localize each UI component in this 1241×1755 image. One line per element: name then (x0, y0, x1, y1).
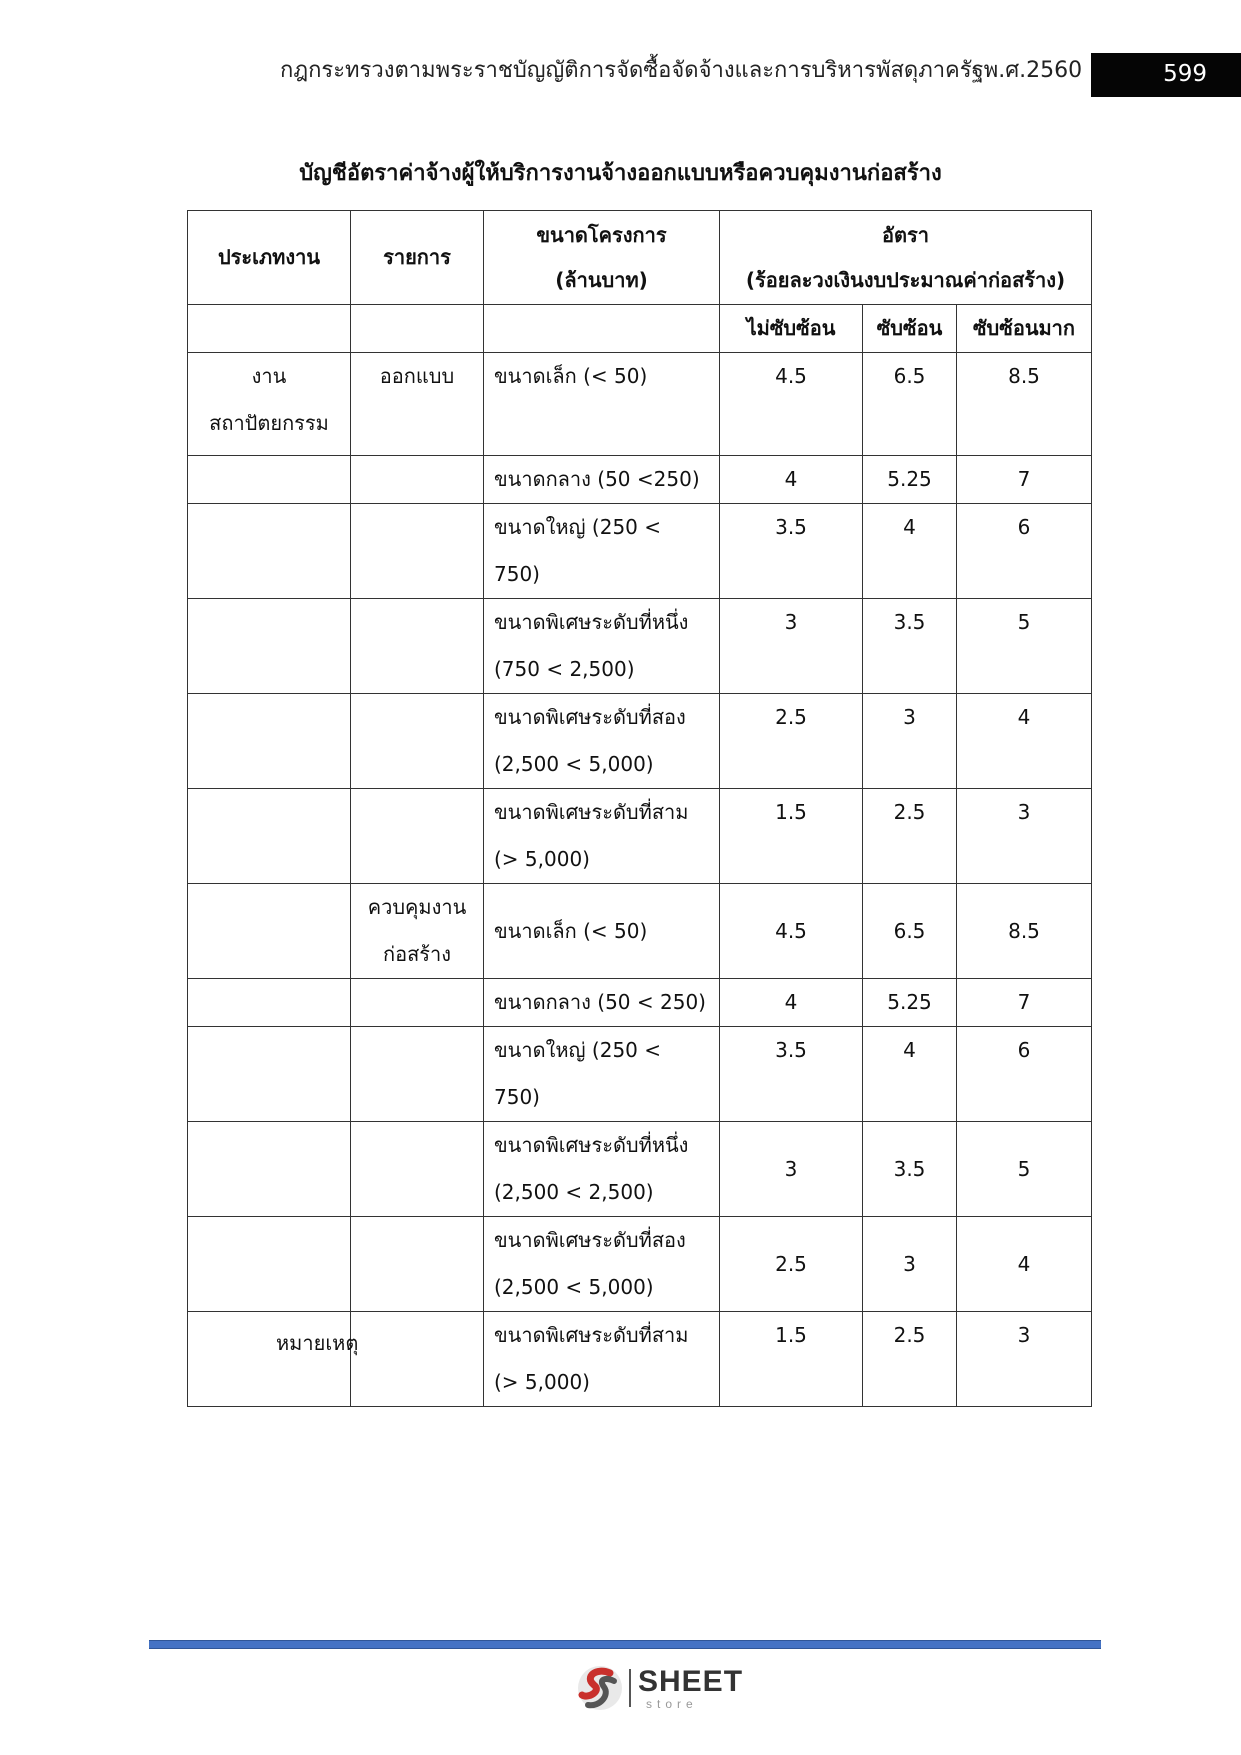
cell-rate-very-complex: 7 (957, 979, 1092, 1027)
cell-rate-not-complex: 3 (720, 599, 863, 694)
cell-project-size (484, 789, 720, 884)
cell-rate-very-complex: 8.5 (957, 884, 1092, 979)
cell-item (351, 1217, 484, 1312)
cell-work-type-line1: งาน (251, 364, 287, 388)
cell-rate-not-complex: 4.5 (720, 884, 863, 979)
header-work-type: ประเภทงาน (188, 211, 351, 305)
cell-rate-complex: 4 (863, 1027, 957, 1122)
table-row (188, 884, 1092, 979)
cell-item (351, 979, 484, 1027)
cell-rate-very-complex: 6 (957, 504, 1092, 599)
cell-project-size (484, 1122, 720, 1217)
cell-rate-complex: 6.5 (863, 353, 957, 456)
cell-rate-complex: 3 (863, 1217, 957, 1312)
header-project-size-line1: ขนาดโครงการ (536, 222, 667, 247)
cell-rate-not-complex: 1.5 (720, 789, 863, 884)
page-number: 599 (1163, 61, 1207, 87)
cell-item-line1: ควบคุมงาน (367, 895, 467, 919)
page-number-box (1091, 53, 1241, 97)
cell-project-size-line1: ขนาดใหญ่ (250 < 750) (494, 1038, 662, 1109)
cell-rate-very-complex: 4 (957, 694, 1092, 789)
cell-rate-complex: 3.5 (863, 1122, 957, 1217)
cell-project-size-line1: ขนาดเล็ก (< 50) (494, 918, 648, 943)
cell-item (351, 1027, 484, 1122)
cell-work-type (188, 504, 351, 599)
header-item: รายการ (351, 211, 484, 305)
table-row (188, 694, 1092, 789)
cell-rate-not-complex: 2.5 (720, 1217, 863, 1312)
table-row (188, 456, 1092, 504)
logo-wordmark: SHEET (638, 1665, 744, 1698)
header-rate-line1: อัตรา (882, 222, 929, 247)
cell-item (351, 789, 484, 884)
logo-divider (629, 1669, 631, 1707)
cell-item-line2: ก่อสร้าง (382, 942, 452, 966)
header-rate-line2: (ร้อยละวงเงินงบประมาณค่าก่อสร้าง) (745, 267, 1066, 292)
cell-rate-complex: 3 (863, 694, 957, 789)
cell-project-size (484, 504, 720, 599)
cell-project-size (484, 694, 720, 789)
cell-item (351, 1312, 484, 1407)
table-row (188, 1217, 1092, 1312)
cell-item (351, 1122, 484, 1217)
cell-rate-not-complex: 3.5 (720, 1027, 863, 1122)
header-not-complex: ไม่ซับซ้อน (720, 305, 863, 353)
cell-project-size-line1: ขนาดใหญ่ (250 < 750) (494, 515, 662, 586)
cell-rate-not-complex: 4 (720, 979, 863, 1027)
cell-rate-not-complex: 4 (720, 456, 863, 504)
cell-project-size-line1: ขนาดพิเศษระดับที่สาม (494, 800, 689, 824)
cell-item (351, 599, 484, 694)
rate-table-body (188, 353, 1092, 1407)
cell-project-size-line1: ขนาดเล็ก (< 50) (494, 364, 648, 388)
cell-work-type (188, 1122, 351, 1217)
cell-rate-complex: 5.25 (863, 456, 957, 504)
cell-project-size (484, 1312, 720, 1407)
cell-item (351, 504, 484, 599)
cell-project-size (484, 353, 720, 456)
cell-project-size-line2: (2,500 < 2,500) (494, 1180, 654, 1204)
cell-rate-complex: 4 (863, 504, 957, 599)
cell-rate-very-complex: 7 (957, 456, 1092, 504)
rate-table (187, 210, 1092, 1407)
cell-project-size-line2: (2,500 < 5,000) (494, 1275, 654, 1299)
cell-work-type (188, 1312, 351, 1407)
cell-project-size-line2: (750 < 2,500) (494, 657, 635, 681)
document-title: บัญชีอัตราค่าจ้างผู้ให้บริการงานจ้างออกแบบหรือควบคุมงานก่อสร้าง (299, 161, 942, 186)
table-row (188, 1122, 1092, 1217)
subheader-empty (484, 305, 720, 353)
cell-project-size (484, 599, 720, 694)
cell-project-size (484, 884, 720, 979)
cell-rate-very-complex: 6 (957, 1027, 1092, 1122)
cell-rate-not-complex: 3.5 (720, 504, 863, 599)
cell-rate-very-complex: 8.5 (957, 353, 1092, 456)
table-row (188, 789, 1092, 884)
header-project-size-line2: (ล้านบาท) (555, 267, 648, 292)
footer-rule (149, 1640, 1101, 1649)
cell-rate-not-complex: 3 (720, 1122, 863, 1217)
table-header-row (188, 211, 1092, 305)
cell-rate-complex: 2.5 (863, 1312, 957, 1407)
cell-project-size-line1: ขนาดพิเศษระดับที่สอง (494, 705, 686, 729)
cell-project-size-line1: ขนาดพิเศษระดับที่หนึ่ง (494, 610, 689, 634)
cell-project-size-line1: ขนาดกลาง (50 <250) (494, 467, 700, 491)
cell-work-type (188, 599, 351, 694)
note-label: หมายเหตุ (276, 1331, 359, 1355)
cell-rate-very-complex: 3 (957, 789, 1092, 884)
cell-work-type (188, 884, 351, 979)
cell-work-type (188, 694, 351, 789)
table-row (188, 1312, 1092, 1407)
cell-rate-not-complex: 1.5 (720, 1312, 863, 1407)
cell-work-type (188, 456, 351, 504)
table-row (188, 504, 1092, 599)
table-row (188, 979, 1092, 1027)
cell-rate-complex: 6.5 (863, 884, 957, 979)
cell-work-type (188, 789, 351, 884)
running-header-title: กฎกระทรวงตามพระราชบัญญัติการจัดซื้อจัดจ้างและการบริหารพัสดุภาครัฐพ.ศ.2560 (280, 58, 1083, 83)
cell-rate-not-complex: 2.5 (720, 694, 863, 789)
cell-project-size (484, 1217, 720, 1312)
cell-work-type (188, 1027, 351, 1122)
cell-rate-not-complex: 4.5 (720, 353, 863, 456)
table-row (188, 353, 1092, 456)
cell-project-size (484, 1027, 720, 1122)
subheader-empty (351, 305, 484, 353)
cell-project-size (484, 979, 720, 1027)
cell-rate-very-complex: 5 (957, 1122, 1092, 1217)
table-subheader-row (188, 305, 1092, 353)
sheet-store-logo (576, 1663, 746, 1713)
cell-item (351, 353, 484, 456)
header-project-size (484, 211, 720, 305)
logo-subtext: store (646, 1697, 698, 1711)
cell-work-type (188, 353, 351, 456)
cell-work-type (188, 1217, 351, 1312)
cell-project-size-line1: ขนาดกลาง (50 < 250) (494, 990, 706, 1014)
header-complex: ซับซ้อน (863, 305, 957, 353)
subheader-empty (188, 305, 351, 353)
cell-rate-complex: 5.25 (863, 979, 957, 1027)
table-row (188, 1027, 1092, 1122)
cell-item-line1: ออกแบบ (379, 364, 455, 388)
cell-work-type-line2: สถาปัตยกรรม (209, 411, 329, 435)
cell-rate-very-complex: 5 (957, 599, 1092, 694)
cell-project-size (484, 456, 720, 504)
cell-project-size-line2: (> 5,000) (494, 1370, 590, 1394)
cell-rate-very-complex: 4 (957, 1217, 1092, 1312)
sheet-store-s-logo-icon (576, 1663, 624, 1713)
cell-project-size-line1: ขนาดพิเศษระดับที่สอง (494, 1228, 686, 1252)
table-row (188, 599, 1092, 694)
cell-work-type (188, 979, 351, 1027)
cell-item (351, 884, 484, 979)
cell-project-size-line2: (2,500 < 5,000) (494, 752, 654, 776)
header-very-complex: ซับซ้อนมาก (957, 305, 1092, 353)
cell-rate-complex: 2.5 (863, 789, 957, 884)
cell-rate-very-complex: 3 (957, 1312, 1092, 1407)
cell-project-size-line1: ขนาดพิเศษระดับที่สาม (494, 1323, 689, 1347)
cell-item (351, 694, 484, 789)
cell-item (351, 456, 484, 504)
header-rate (720, 211, 1092, 305)
cell-project-size-line1: ขนาดพิเศษระดับที่หนึ่ง (494, 1133, 689, 1157)
cell-rate-complex: 3.5 (863, 599, 957, 694)
cell-project-size-line2: (> 5,000) (494, 847, 590, 871)
